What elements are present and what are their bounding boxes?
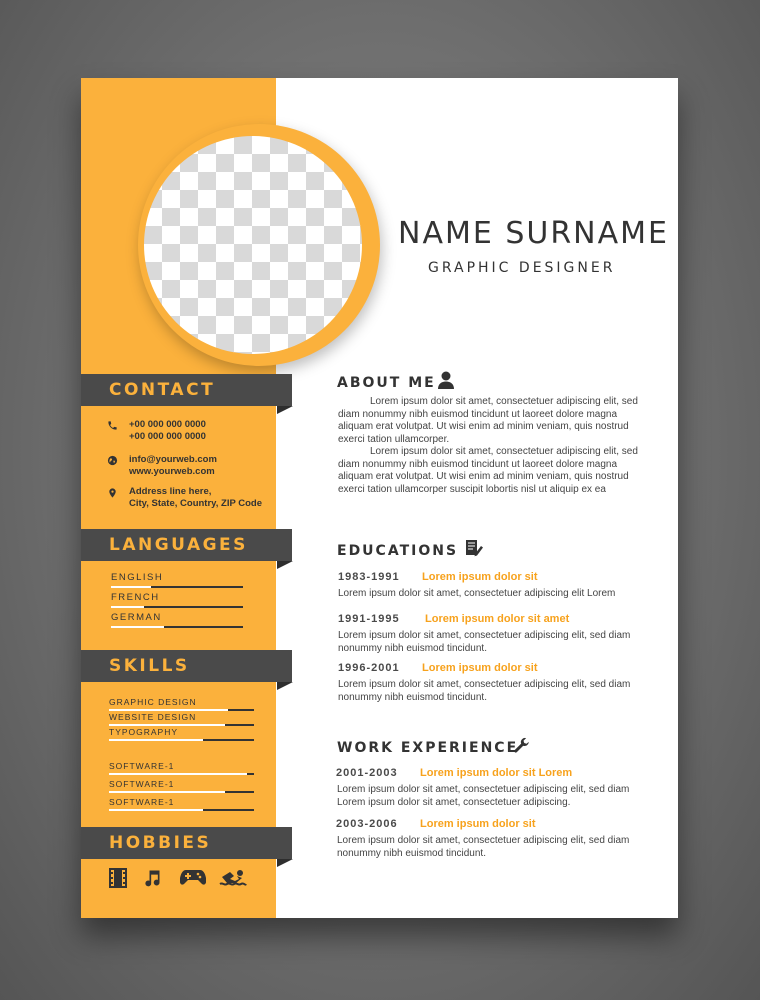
- work-years: 2003-2006: [336, 818, 398, 830]
- language-label: GERMAN: [111, 612, 162, 623]
- language-bar-fill: [151, 586, 243, 588]
- skill-item: [109, 712, 254, 722]
- wrench-icon: [513, 737, 531, 760]
- language-item: [111, 572, 243, 583]
- about-heading: ABOUT ME: [337, 375, 436, 391]
- skill-item: [109, 697, 254, 707]
- person-name: NAME SURNAME: [398, 216, 669, 251]
- phone-number-2: +00 000 000 0000: [129, 431, 206, 442]
- education-title: Lorem ipsum dolor sit amet: [425, 613, 570, 625]
- education-years: 1983-1991: [338, 571, 400, 583]
- email-address: info@yourweb.com: [129, 454, 217, 465]
- education-years: 1991-1995: [338, 613, 400, 625]
- skill-label: TYPOGRAPHY: [109, 727, 179, 737]
- skill-bar-fill: [247, 773, 254, 775]
- skill-label: SOFTWARE-1: [109, 797, 175, 807]
- language-item: [111, 612, 243, 623]
- about-paragraph-1: Lorem ipsum dolor sit amet, consectetuer adipiscing elit, sed diam nonummy nibh euismod tincidunt ut laoreet dolore magna aliquam erat volutpat. Ut wisi enim ad minim veniam, quis nostrud exerci tation ullamcorper.: [338, 396, 638, 445]
- film-icon: [109, 868, 127, 894]
- resume-page: [81, 78, 678, 918]
- language-label: ENGLISH: [111, 572, 164, 583]
- language-item: [111, 592, 243, 603]
- language-label: FRENCH: [111, 592, 160, 603]
- work-description: Lorem ipsum dolor sit amet, consectetuer adipiscing elit, sed diam nonummy nibh euismod tincidunt.: [337, 835, 630, 859]
- about-paragraph-2: Lorem ipsum dolor sit amet, consectetuer adipiscing elit, sed diam nonummy nibh euismod tincidunt ut laoreet dolore magna aliquam erat volutpat. Ut wisi enim ad minim veniam, quis nostrud exerci tation ullamcorper suscipit lobortis nisl ut aliquip ex ea: [338, 446, 638, 495]
- phone-number-1: +00 000 000 0000: [129, 419, 206, 430]
- skills-heading: SKILLS: [81, 650, 292, 682]
- address-line-2: City, State, Country, ZIP Code: [129, 498, 263, 509]
- skill-item: [109, 797, 254, 807]
- globe-icon: [107, 455, 119, 467]
- languages-heading: LANGUAGES: [81, 529, 292, 561]
- skill-label: SOFTWARE-1: [109, 761, 175, 771]
- skill-item: [109, 779, 254, 789]
- location-pin-icon: [107, 487, 119, 499]
- work-title: Lorem ipsum dolor sit Lorem: [420, 767, 573, 779]
- photo-placeholder: [144, 136, 362, 354]
- job-title: GRAPHIC DESIGNER: [428, 260, 616, 276]
- work-title: Lorem ipsum dolor sit: [420, 818, 536, 830]
- address-line-1: Address line here,: [129, 486, 212, 497]
- skill-label: WEBSITE DESIGN: [109, 712, 197, 722]
- education-description: Lorem ipsum dolor sit amet, consectetuer adipiscing elit, sed diam nonummy nibh euismod tincidunt.: [338, 630, 631, 654]
- skill-bar-fill: [203, 809, 254, 811]
- education-heading: EDUCATIONS: [337, 543, 459, 559]
- education-description: Lorem ipsum dolor sit amet, consectetuer adipiscing elit, sed diam nonummy nibh euismod tincidunt.: [338, 679, 631, 703]
- skill-label: GRAPHIC DESIGN: [109, 697, 197, 707]
- website-address: www.yourweb.com: [129, 466, 215, 477]
- phone-icon: [107, 420, 119, 432]
- skill-bar-fill: [203, 739, 254, 741]
- education-years: 1996-2001: [338, 662, 400, 674]
- music-icon: [142, 868, 162, 894]
- skill-item: [109, 727, 254, 737]
- education-description: Lorem ipsum dolor sit amet, consectetuer adipiscing elit Lorem: [338, 588, 616, 599]
- skill-bar-fill: [228, 709, 254, 711]
- skill-bar-fill: [225, 791, 254, 793]
- gamepad-icon: [180, 868, 206, 892]
- hobbies-heading: HOBBIES: [81, 827, 292, 859]
- skill-item: [109, 761, 254, 771]
- work-years: 2001-2003: [336, 767, 398, 779]
- skill-label: SOFTWARE-1: [109, 779, 175, 789]
- education-title: Lorem ipsum dolor sit: [422, 662, 538, 674]
- user-icon: [438, 371, 454, 394]
- education-title: Lorem ipsum dolor sit: [422, 571, 538, 583]
- skill-bar-track: [109, 773, 254, 775]
- contact-heading: CONTACT: [81, 374, 292, 406]
- work-heading: WORK EXPERIENCE: [337, 740, 519, 756]
- language-bar-fill: [164, 626, 243, 628]
- swimming-icon: [219, 868, 247, 892]
- skill-bar-fill: [225, 724, 254, 726]
- language-bar-fill: [144, 606, 243, 608]
- work-description: Lorem ipsum dolor sit amet, consectetuer adipiscing elit, sed diam Lorem ipsum dolor sit amet, consectetuer adipiscing.: [337, 784, 630, 808]
- certificate-icon: [465, 539, 483, 562]
